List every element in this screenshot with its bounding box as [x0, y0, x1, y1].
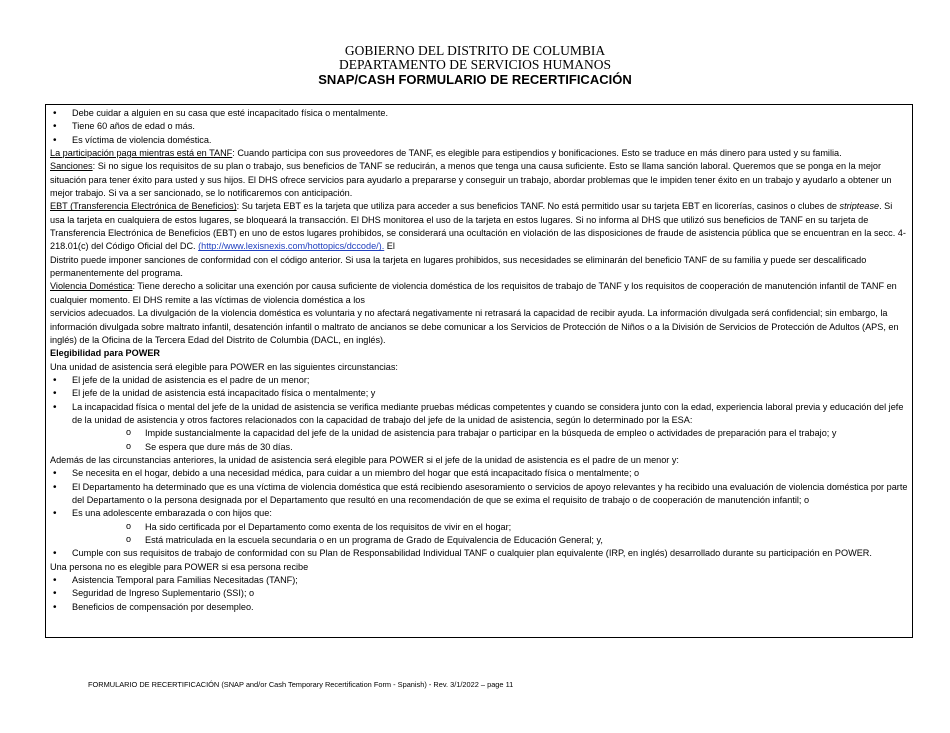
- page-footer: FORMULARIO DE RECERTIFICACIÓN (SNAP and/or Cash Temporary Recertification Form - Spanish) - Rev. 3/1/2022 – page 11: [88, 680, 514, 689]
- sub-list-item: o Está matriculada en la escuela secundaria o en un programa de Grado de Equivalencia de Educación General; y,: [50, 534, 908, 547]
- tanf-paragraph: [50, 147, 908, 160]
- domestic-violence-paragraph: [50, 280, 908, 307]
- power-intro: Una unidad de asistencia será elegible para POWER en las siguientes circunstancias:: [50, 361, 398, 372]
- list-item: • El Departamento ha determinado que es una víctima de violencia doméstica que está recibiendo asesoramiento o servicios de apoyo relevantes y ha recibido una evaluación de violencia doméstica por parte del Departamento o la persona designada por el Departamento que resultó en una recomendación de que se exima el requisito de trabajo o de cooperación de manutención infantil; o: [50, 481, 908, 508]
- sub-list-item: o Impide sustancialmente la capacidad del jefe de la unidad de asistencia para trabajar o participar en la búsqueda de empleo o actividades de preparación para el trabajo; y: [50, 427, 908, 440]
- power-heading: Elegibilidad para POWER: [50, 348, 161, 359]
- list-item: • Beneficios de compensación por desempleo.: [50, 601, 908, 614]
- list-item: • Debe cuidar a alguien en su casa que esté incapacitado física o mentalmente.: [50, 107, 908, 120]
- sanctions-label: Sanciones: [50, 161, 93, 172]
- list-item: • Se necesita en el hogar, debido a una necesidad médica, para cuidar a un miembro del hogar que está incapacitado física o mentalmente; o: [50, 467, 908, 480]
- list-item: • La incapacidad física o mental del jefe de la unidad de asistencia se verifica mediante pruebas médicas competentes y cuando se considera junto con la edad, experiencia laboral previa y educación del jefe de la unidad de asistencia y otros factores relacionados con la capacidad de trabajo del jefe de la unidad de asistencia, según lo determinado por la ESA:: [50, 401, 908, 428]
- document-header: [0, 44, 950, 87]
- domestic-violence-text: : Tiene derecho a solicitar una exención por causa suficiente de violencia doméstica de los requisitos de trabajo de TANF y los requisitos de cooperación de manutención infantil de TANF en cualquier momento. El DHS remite a las víctimas de violencia doméstica a los: [50, 281, 897, 305]
- sub-list-item: o Ha sido certificada por el Departamento como exenta de los requisitos de vivir en el hogar;: [50, 521, 908, 534]
- sub-list-item: o Se espera que dure más de 30 días.: [50, 441, 908, 454]
- power-additional-intro: Además de las circunstancias anteriores, la unidad de asistencia será elegible para POWER si el jefe de la unidad de asistencia es el padre de un menor y:: [50, 454, 679, 465]
- not-eligible-intro: Una persona no es elegible para POWER si esa persona recibe: [50, 561, 309, 572]
- ebt-text-1: : Su tarjeta EBT es la tarjeta que utiliza para acceder a sus beneficios TANF. No está permitido usar su tarjeta EBT en licorerías, casinos o clubes de: [236, 201, 837, 212]
- form-title: SNAP/CASH FORMULARIO DE RECERTIFICACIÓN: [318, 72, 632, 87]
- ebt-text-3: El: [384, 241, 395, 252]
- ebt-label: EBT (Transferencia Electrónica de Beneficios): [50, 201, 237, 212]
- list-item: • Seguridad de Ingreso Suplementario (SSI); o: [50, 587, 908, 600]
- government-name: GOBIERNO DEL DISTRITO DE COLUMBIA: [344, 43, 606, 58]
- department-name: DEPARTAMENTO DE SERVICIOS HUMANOS: [339, 57, 611, 72]
- sanctions-text: : Si no sigue los requisitos de su plan o trabajo, sus beneficios de TANF se reducirán, a menos que tenga una causa suficiente. Esto se llama sanción laboral. Queremos que se ponga en la mejor situación para tener éxito para usted y sus hijos. El DHS ofrece servicios para ayudarlo a prepararse y conseguir un trabajo, abordar problemas que le impiden tener éxito en un trabajo y ayudarlo a obtener un mejor trabajo. Si va a ser sancionado, se lo notificaremos con anticipación.: [50, 161, 892, 199]
- list-item: • Es una adolescente embarazada o con hijos que:: [50, 507, 908, 520]
- content-box: [45, 104, 913, 638]
- list-item: • Es víctima de violencia doméstica.: [50, 134, 908, 147]
- services-paragraph: servicios adecuados. La divulgación de la violencia doméstica es voluntaria y no afectará negativamente ni retrasará la capacidad de recibir ayuda. La información divulgada será confidencial; sin embargo, la información divulgada sobre maltrato infantil, desatención infantil o maltrato de ancianos se debe comunicar a los Servicios de Protección de Niños o a la División de Servicios de Protección de Adultos (APS, en inglés) de la Oficina de la Tercera Edad del Distrito de Columbia (DACL, en inglés).: [50, 308, 899, 345]
- domestic-violence-label: Violencia Doméstica: [50, 281, 133, 292]
- list-item: • Cumple con sus requisitos de trabajo de conformidad con su Plan de Responsabilidad Individual TANF o cualquier plan equivalente (IRP, en inglés) desarrollado durante su participación en POWER.: [50, 547, 908, 560]
- list-item: • El jefe de la unidad de asistencia está incapacitado física o mentalmente; y: [50, 387, 908, 400]
- list-item: • El jefe de la unidad de asistencia es el padre de un menor;: [50, 374, 908, 387]
- list-item: • Tiene 60 años de edad o más.: [50, 120, 908, 133]
- list-item: • Asistencia Temporal para Familias Necesitadas (TANF);: [50, 574, 908, 587]
- dc-code-link[interactable]: (http://www.lexisnexis.com/hottopics/dccode/).: [198, 241, 385, 252]
- ebt-text-2: . Si usa la tarjeta en cualquiera de estos lugares, se bloqueará la transacción. El DHS monitorea el uso de la tarjeta en estos lugares. Si no informa al DHS que utilizó sus beneficios de TANF en su tarjeta de Transferencia Electrónica de Beneficios (EBT) en uno de estos lugares prohibidos, se considerará una ocultación en violación de las disposiciones de fraude de asistencia pública que se encuentran en la secc. 4-218.01(c) del Código Oficial del DC.: [50, 201, 906, 252]
- tanf-label: La participación paga mientras está en TANF: [50, 148, 233, 159]
- sanctions-paragraph: [50, 160, 908, 200]
- district-paragraph: Distrito puede imponer sanciones de conformidad con el código anterior. Si usa la tarjeta en lugares prohibidos, sus necesidades se eliminarán del beneficio TANF de su familia y puede ser descalificado permanentemente del programa.: [50, 254, 867, 279]
- ebt-paragraph: [50, 200, 908, 253]
- tanf-text: : Cuando participa con sus proveedores de TANF, es elegible para estipendios y bonificaciones. Esto se traduce en más dinero para usted y su familia.: [232, 148, 842, 159]
- ebt-italic: striptease: [839, 201, 880, 212]
